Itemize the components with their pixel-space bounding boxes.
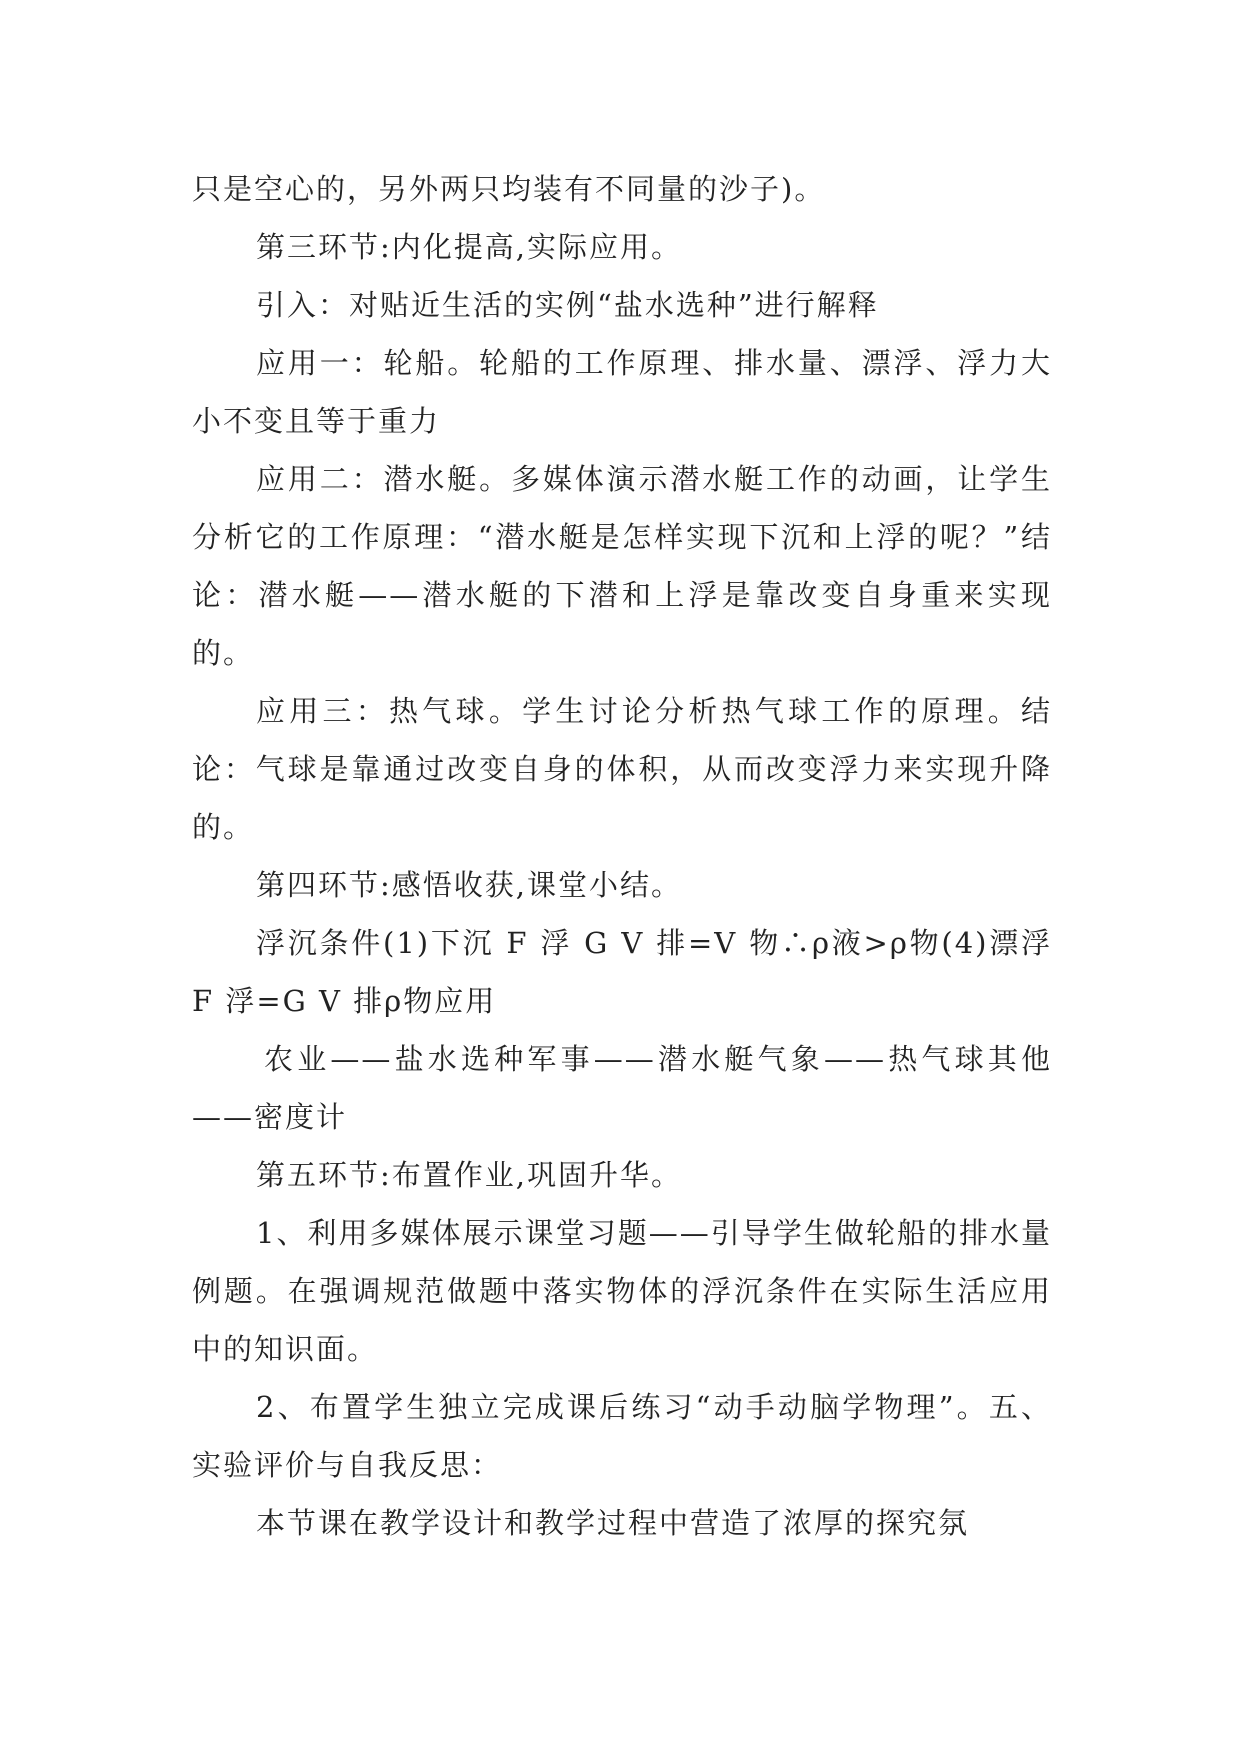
paragraph-section-four-heading: 第四环节:感悟收获,课堂小结。 [256, 868, 682, 902]
paragraph-application-one: 应用一：轮船。轮船的工作原理、排水量、漂浮、浮力大小不变且等于重力 [192, 346, 1052, 438]
paragraph-reflection: 本节课在教学设计和教学过程中营造了浓厚的探究氛 [256, 1506, 970, 1540]
paragraph-introduction: 引入：对贴近生活的实例“盐水选种”进行解释 [256, 288, 879, 322]
paragraph-application-three: 应用三：热气球。学生讨论分析热气球工作的原理。结论：气球是靠通过改变自身的体积，从而改变浮力来实现升降的。 [192, 694, 1052, 844]
paragraph-applications-list: 农业——盐水选种军事——潜水艇气象——热气球其他——密度计 [192, 1042, 1052, 1134]
paragraph-homework-two: 2、布置学生独立完成课后练习“动手动脑学物理”。五、实验评价与自我反思： [192, 1390, 1052, 1482]
paragraph-section-five-heading: 第五环节:布置作业,巩固升华。 [256, 1158, 682, 1192]
paragraph-buoyancy-conditions: 浮沉条件(1)下沉 F 浮 G V 排=V 物∴ρ液>ρ物(4)漂浮 F 浮=G V 排ρ物应用 [192, 926, 1052, 1018]
paragraph-section-three-heading: 第三环节:内化提高,实际应用。 [256, 230, 682, 264]
paragraph-continuation: 只是空心的，另外两只均装有不同量的沙子)。 [192, 172, 826, 206]
paragraph-homework-one: 1、利用多媒体展示课堂习题——引导学生做轮船的排水量例题。在强调规范做题中落实物体的浮沉条件在实际生活应用中的知识面。 [192, 1216, 1052, 1366]
paragraph-application-two: 应用二：潜水艇。多媒体演示潜水艇工作的动画，让学生分析它的工作原理：“潜水艇是怎样实现下沉和上浮的呢？”结论：潜水艇——潜水艇的下潜和上浮是靠改变自身重来实现的。 [192, 462, 1052, 670]
document-body [192, 160, 1052, 1552]
